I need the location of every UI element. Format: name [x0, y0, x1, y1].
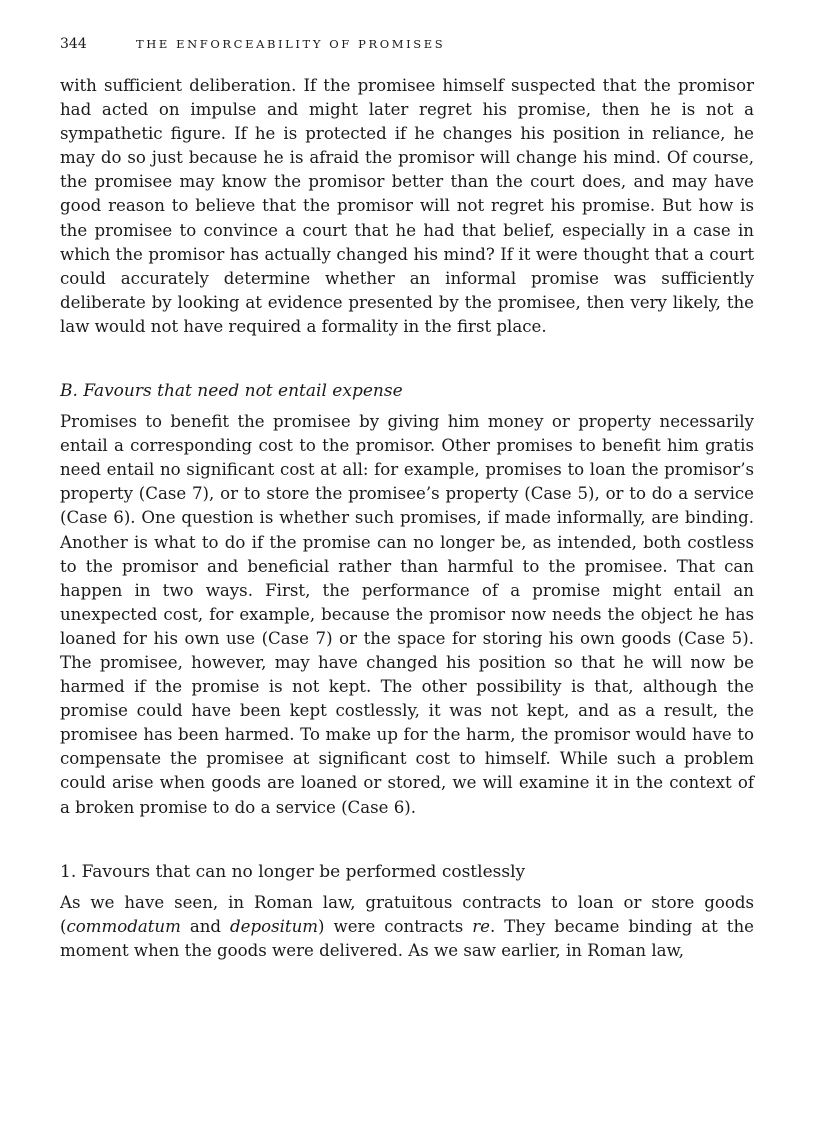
paragraph-deliberation: with sufficient deliberation. If the promisee himself suspected that the promisor had acted on impulse and might later regret his promise, then he is not a sympathetic figure. If he is protected if he changes his position in reliance, he may do so just because he is afraid the promisor will change his mind. Of course, the promisee may know the promisor better than the court does, and may have good reason to believe that the promisor will not regret his promise. But how is the promisee to convince a court that he had that belief, especially in a case in which the promisor has actually changed his mind? If it were thought that a court could accurately determine whether an informal promise was sufficiently deliberate by looking at evidence presented by the promisee, then very likely, the law would not have required a formality in the first place.: [60, 76, 754, 336]
text-run: As we have seen, in Roman law, gratuitous contracts to loan or store goods (: [60, 892, 754, 936]
running-title: THE ENFORCEABILITY OF PROMISES: [136, 37, 446, 51]
page-number: 344: [60, 36, 87, 52]
paragraph-favours: Promises to benefit the promisee by giving him money or property necessarily entail a corresponding cost to the promisor. Other promises to benefit him gratis need entail no significant cost at all: for example, promises to loan the promisor’s property (Case 7), or to store the promisee’s property (Case 5), or to do a service (Case 6). One question is whether such promises, if made informally, are binding. Another is what to do if the promise can no longer be, as intended, both costless to the promisor and beneficial rather than harmful to the promisee. That can happen in two ways. First, the performance of a promise might entail an unexpected cost, for example, because the promisor now needs the object he has loaned for his own use (Case 7) or the space for storing his own goods (Case 5). The promisee, however, may have changed his position so that he will now be harmed if the promise is not kept. The other possibility is that, although the promise could have been kept costlessly, it was not kept, and as a result, the promisee has been harmed. To make up for the harm, the promisor would have to compensate the promisee at significant cost to himself. While such a problem could arise when goods are loaned or stored, we will examine it in the context of a broken promise to do a service (Case 6).: [60, 412, 754, 817]
page-content: [60, 36, 754, 963]
latin-term-re: re: [472, 916, 490, 936]
latin-term-commodatum: commodatum: [66, 916, 181, 936]
subsection-heading-costless: 1. Favours that can no longer be performed costlessly: [60, 861, 526, 882]
running-head: [60, 36, 754, 60]
latin-term-depositum: depositum: [230, 916, 319, 936]
section-heading-favours: B. Favours that need not entail expense: [60, 381, 403, 402]
paragraph-roman-law: [60, 891, 754, 963]
text-run: ) were contracts: [318, 916, 473, 936]
text-run: . They became binding at the moment when the goods were delivered. As we saw earlier, in Roman law,: [60, 916, 754, 960]
text-run: and: [180, 916, 231, 936]
